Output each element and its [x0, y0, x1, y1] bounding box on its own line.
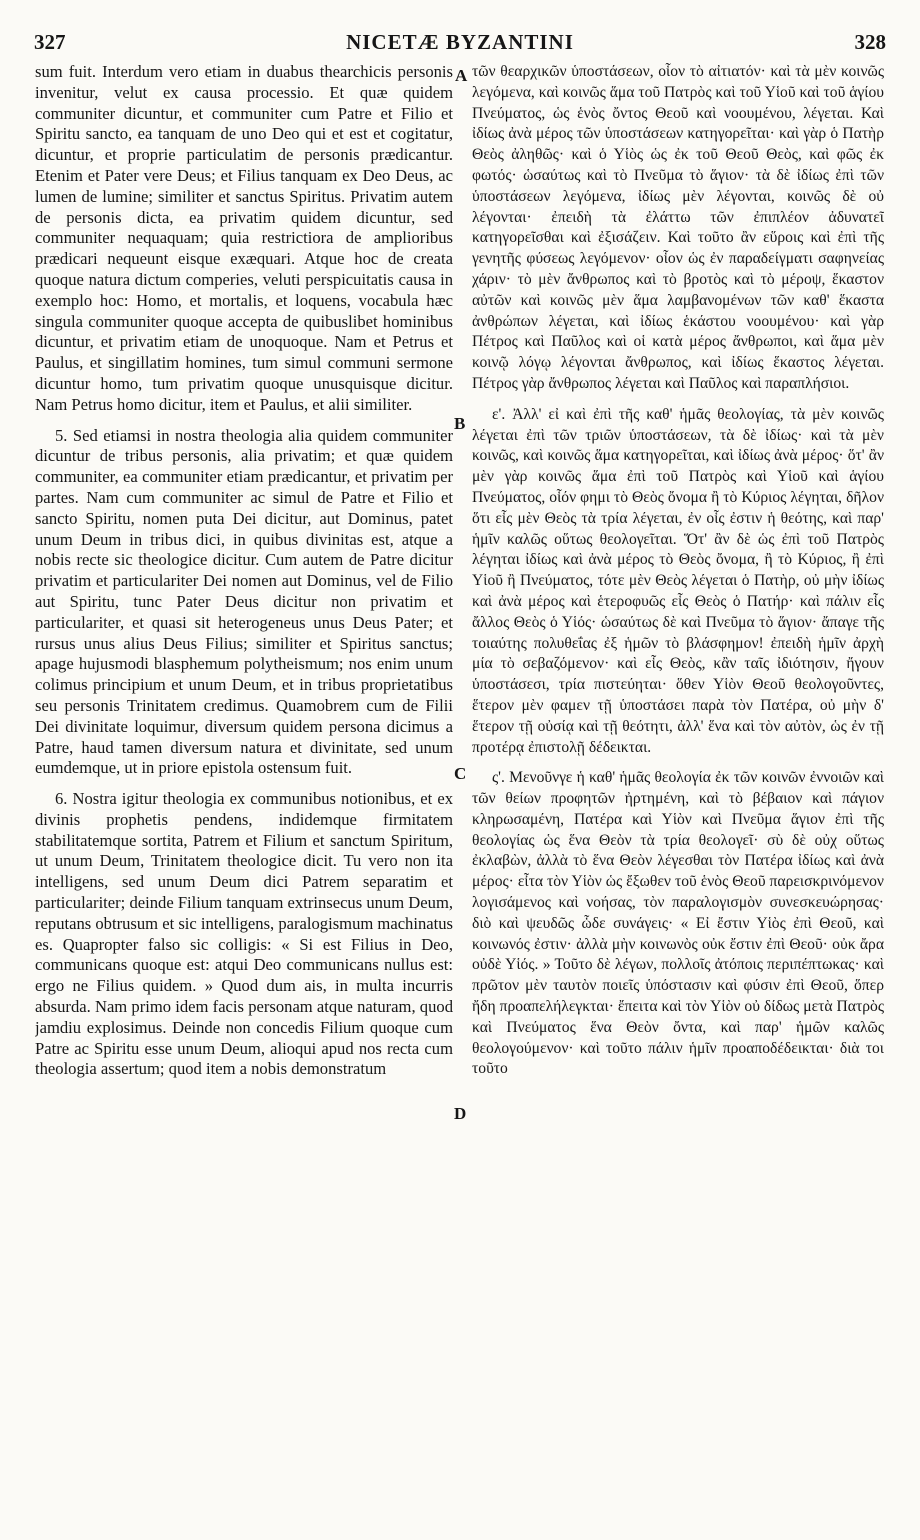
page-number-left: 327 — [34, 30, 66, 54]
page-number-right: 328 — [854, 30, 886, 54]
latin-paragraph: sum fuit. Interdum vero etiam in duabus thearchicis personis invenitur, velut ex causa processio. Et quæ quidem communiter dicuntur, et communiter cum Patre et Filio et Spiritu sancto, ea tanquam de uno Deo qui et est et cogitatur, dicuntur, et proprie particulatim de personis prædicantur. Etenim et Pater vere Deus; et Filius tanquam ex Deo Deus, ac lumen de lumine; similiter et sanctus Spiritus. Privatim autem de personis dicta, ea privatim quidem dicuntur, sed communiter nequaquam; quia restrictiora de amplioribus prædicari nequeunt eisque exæquari. Atque hoc de creata quoque natura dictum comperies, veluti perspicuitatis causa in exemplo hoc: Homo, et mortalis, et loquens, vocabula hæc singula communiter quoque accepta de quibuslibet hominibus dicuntur, et privatim etiam de unoquoque. Nam et Petrus et Paulus, et singillatim homines, tum simul communi sermone dicuntur homo, tum privatim quoque unusquisque dicitur. Nam Petrus homo dicitur, item et Paulus, et alii similiter. — [35, 62, 453, 414]
margin-letter-d: D — [454, 1104, 467, 1123]
greek-paragraph: ε'. Ἀλλ' εἰ καὶ ἐπὶ τῆς καθ' ἡμᾶς θεολογίας, τὰ μὲν κοινῶς λέγεται ἐπὶ τῶν τριῶν ὑποστάσεων, τὰ δὲ ἰδίως· καὶ τὰ μὲν κοινῶς, καὶ κοινῶς ἅμα κατηγορεῖται, καὶ ἰδίως ἀνὰ μέρος· ὅτ' ἂν μὲν γὰρ κοινῶς ἅμα ἐπὶ τοῦ Πατρὸς καὶ Υἱοῦ καὶ ἁγίου Πνεύματος, οἷόν φημι τὸ Θεὸς ὄνομα ἢ τὸ Κύριος λέγηται, δῆλον ὅτι εἷς μὲν Θεὸς τὰ τρία λέγεται, ἐν οἷς ἐστιν ἡ θεότης, καὶ παρ' ἡμῖν καλῶς οὕτως θεολογεῖται. Ὅτ' ἂν δὲ ὡς ἐπὶ τοῦ Πατρὸς λέγηται ἰδίως καὶ ἀνὰ μέρος τὸ Θεὸς ὄνομα, ἢ τὸ Κύριος, ἢ ἐπὶ Υἱοῦ ἢ Πνεύματος, τότε μὲν Θεὸς λέγεται ὁ Πατὴρ, οὐ μὴν ἰδίως καὶ ἀνὰ μέρος καὶ ἑτεροφυῶς εἷς Θεὸς ὁ Πατήρ· καὶ πάλιν εἷς ἄλλος Θεὸς ὁ Υἱός· ὡσαύτως δὲ καὶ Πνεῦμα τὸ ἅγιον· ἄπαγε τῆς τοιαύτης πολυθεΐας ἐξ ἡμῶν τὸ βλάσφημον! ἐπειδὴ ἡμῖν ἀρχὴ μία τὸ σεβαζόμενον· καὶ εἷς Θεὸς, κἂν ταῖς ἰδιότησιν, ἤγουν ὑποστάσεσι, τρία πιστεύηται· ὅθεν Υἱὸν Θεοῦ θεολογοῦντες, ἕτερον μὲν φαμεν τῇ ὑποστάσει παρὰ τὸν Πατέρα, οὐ μὴν δ' ἕτερον τῇ οὐσίᾳ καὶ τῇ θεότητι, ἀλλ' ἕνα καὶ τὸν αὐτὸν, ὡς ἐν τῇ προτέρᾳ ἐπιστολῇ δέδεικται. — [472, 405, 884, 756]
running-head — [30, 30, 890, 60]
margin-letter-a: A — [455, 66, 468, 85]
latin-paragraph: 6. Nostra igitur theologia ex communibus notionibus, et ex divinis prophetis pendens, indidemque firmitatem stabilitatemque sortita, Patrem et Filium et sanctum Spiritum, ut unum Deum, Trinitatem theologice dicit. Tu vero non ita intelligens, sed unum Deum dici Patrem separatim et particulariter; deinde Filium tanquam extrinsecus unum Deum, reputans obtrusum et sic intelligens, paralogismum machinatus es. Quapropter falso sic colligis: « Si est Filius in Deo, communicans quoque est: atqui Deo communicans nullus est: ergo ne Filius quidem. » Quod dum ais, in multa incurris absurda. Nam primo idem facis personam atque naturam, quod jamdiu explosimus. Deinde non concedis Filium quoque cum Patre ac Spiritu esse unum Deum, alioqui apud nos recta cum theologia assertum; quod item a nobis demonstratum — [35, 789, 453, 1079]
margin-letter-c: C — [454, 764, 467, 783]
margin-letter-b: B — [454, 414, 466, 433]
latin-paragraph: 5. Sed etiamsi in nostra theologia alia quidem communiter dicuntur de tribus personis, alia privatim; et quæ quidem communiter, ea communiter etiam prædicantur, et privatim per partes. Nam cum communiter ac simul de Patre et Filio et sancto Spiritu, nomen puta Dei dicitur, aut Dominus, patet unum Deum in tribus dici, in quibus divinitas est, atque a nobis recte sic theologice dicitur. Cum autem de Patre dicitur privatim et particulariter Dei nomen aut Dominus, vel de Filio aut Spiritu, tunc Pater Deus dicitur non privatim et particulariter, et quasi sit heterogeneus unus Deus Pater; et rursus unus alius Deus Filius; similiter et Spiritus sanctus; apage hujusmodi blasphemum polytheismum; nos enim unum colimus principium et unum Deum, et in tribus proprietatibus seu personis Trinitatem credimus. Quamobrem cum de Filii Dei divinitate loquimur, diversum quidem persona dicimus a Patre, haud tamen diversum natura et divinitate, sed unum eumdemque, ut in priore epistola ostensum fuit. — [35, 425, 453, 778]
greek-column — [472, 62, 884, 1520]
greek-paragraph: ς'. Μενοῦνγε ἡ καθ' ἡμᾶς θεολογία ἐκ τῶν κοινῶν ἐννοιῶν καὶ τῶν θείων προφητῶν ἠρτημένη, καὶ τὸ βέβαιον καὶ πάγιον κληρωσαμένη, Πατέρα καὶ Υἱὸν καὶ Πνεῦμα ἅγιον ἐπὶ τῆς θεολογίας ὡς ἕνα Θεὸν τὰ τρία θεολογεῖ· σὺ δὲ οὐχ οὕτως ἐκλαβὼν, ἀλλὰ τὸ ἕνα Θεὸν λέγεσθαι τὸν Πατέρα ἰδίως καὶ ἀνὰ μέρος· εἶτα τὸν Υἱὸν ὡς ἔξωθεν τοῦ ἑνὸς Θεοῦ παρεισκρινόμενον λογισάμενος καὶ νοήσας, τὸν παραλογισμὸν συνεσκευώρησας· διὸ καὶ ψευδῶς ὧδε συνάγεις· « Εἰ ἔστιν Υἱὸς ἐπὶ Θεοῦ, καὶ κοινωνός ἐστιν· ἀλλὰ μὴν κοινωνὸς οὐκ ἔστιν ἐπὶ Θεοῦ· οὐκ ἄρα οὐδὲ Υἱός. » Τοῦτο δὲ λέγων, πολλοῖς ἀτόποις περιπέπτωκας· καὶ πρῶτον μὲν ταυτὸν ποιεῖς ὑπόστασιν καὶ φύσιν ἐπὶ Θεοῦ, ὅπερ ἤδη προαπελήλεγκται· ἔπειτα καὶ τὸν Υἱὸν οὐ δίδως μετὰ Πατρὸς καὶ Πνεύματος ἕνα Θεὸν ὄντα, καὶ παρ' ἡμῶν καλῶς θεολογούμενον· καὶ τοῦτο πάλιν ἡμῖν προαποδέδεικται· διὰ τοι τοῦτο — [472, 769, 884, 1078]
greek-paragraph: τῶν θεαρχικῶν ὑποστάσεων, οἷον τὸ αἰτιατόν· καὶ τὰ μὲν κοινῶς λεγόμενα, καὶ κοινῶς ἅμα τοῦ Πατρὸς καὶ τοῦ Υἱοῦ καὶ τοῦ ἁγίου Πνεύματος, ὡς ἑνὸς ὄντος Θεοῦ καὶ νοουμένου, λέγεται. Καὶ ἰδίως ἀνὰ μέρος τῶν ὑποστάσεων κατηγορεῖται· καὶ γὰρ ὁ Πατὴρ Θεὸς ἀληθῶς· καὶ ὁ Υἱὸς ὡς ἐκ τοῦ Θεοῦ Θεὸς, καὶ φῶς ἐκ φωτός· ὡσαύτως καὶ τὸ Πνεῦμα τὸ ἅγιον· τὰ δὲ ἰδίως ἐπὶ τῶν ὑποστάσεων λεγόμενα, ἰδίως μὲν λέγονται, κοινῶς δὲ οὐ λέγονται· ἐπειδὴ τὰ ἐλάττω τῶν ἐπιπλέον ἀδυνατεῖ κατηγορεῖσθαι καὶ ἐξισάζειν. Καὶ τοῦτο ἂν εὕροις καὶ ἐπὶ τῆς γενητῆς φύσεως λεγόμενον· οἷον ὡς ἐν παραδείγματι σαφηνείας χάριν· τὸ μὲν ἄνθρωπος καὶ τὸ βροτὸς καὶ τὸ μέροψ, ἕκαστον αὐτῶν καὶ κοινῶς μὲν ἅμα λαμβανομένων τῶν καθ' ἕκαστα ἀνθρώπων λέγεται, καὶ ἰδίως ἑκάστου νοουμένου· καὶ γὰρ Πέτρος καὶ Παῦλος καὶ οἱ κατὰ μέρος ἄνθρωποι, καὶ ἅμα μὲν κοινῷ λόγῳ λέγονται ἄνθρωπος, καὶ ἰδίως ἕκαστος λέγεται. Πέτρος γὰρ ἄνθρωπος λέγεται καὶ Παῦλος καὶ παραπλήσιοι. — [472, 63, 884, 392]
latin-column — [35, 62, 453, 1520]
page-title: NICETÆ BYZANTINI — [346, 30, 574, 54]
